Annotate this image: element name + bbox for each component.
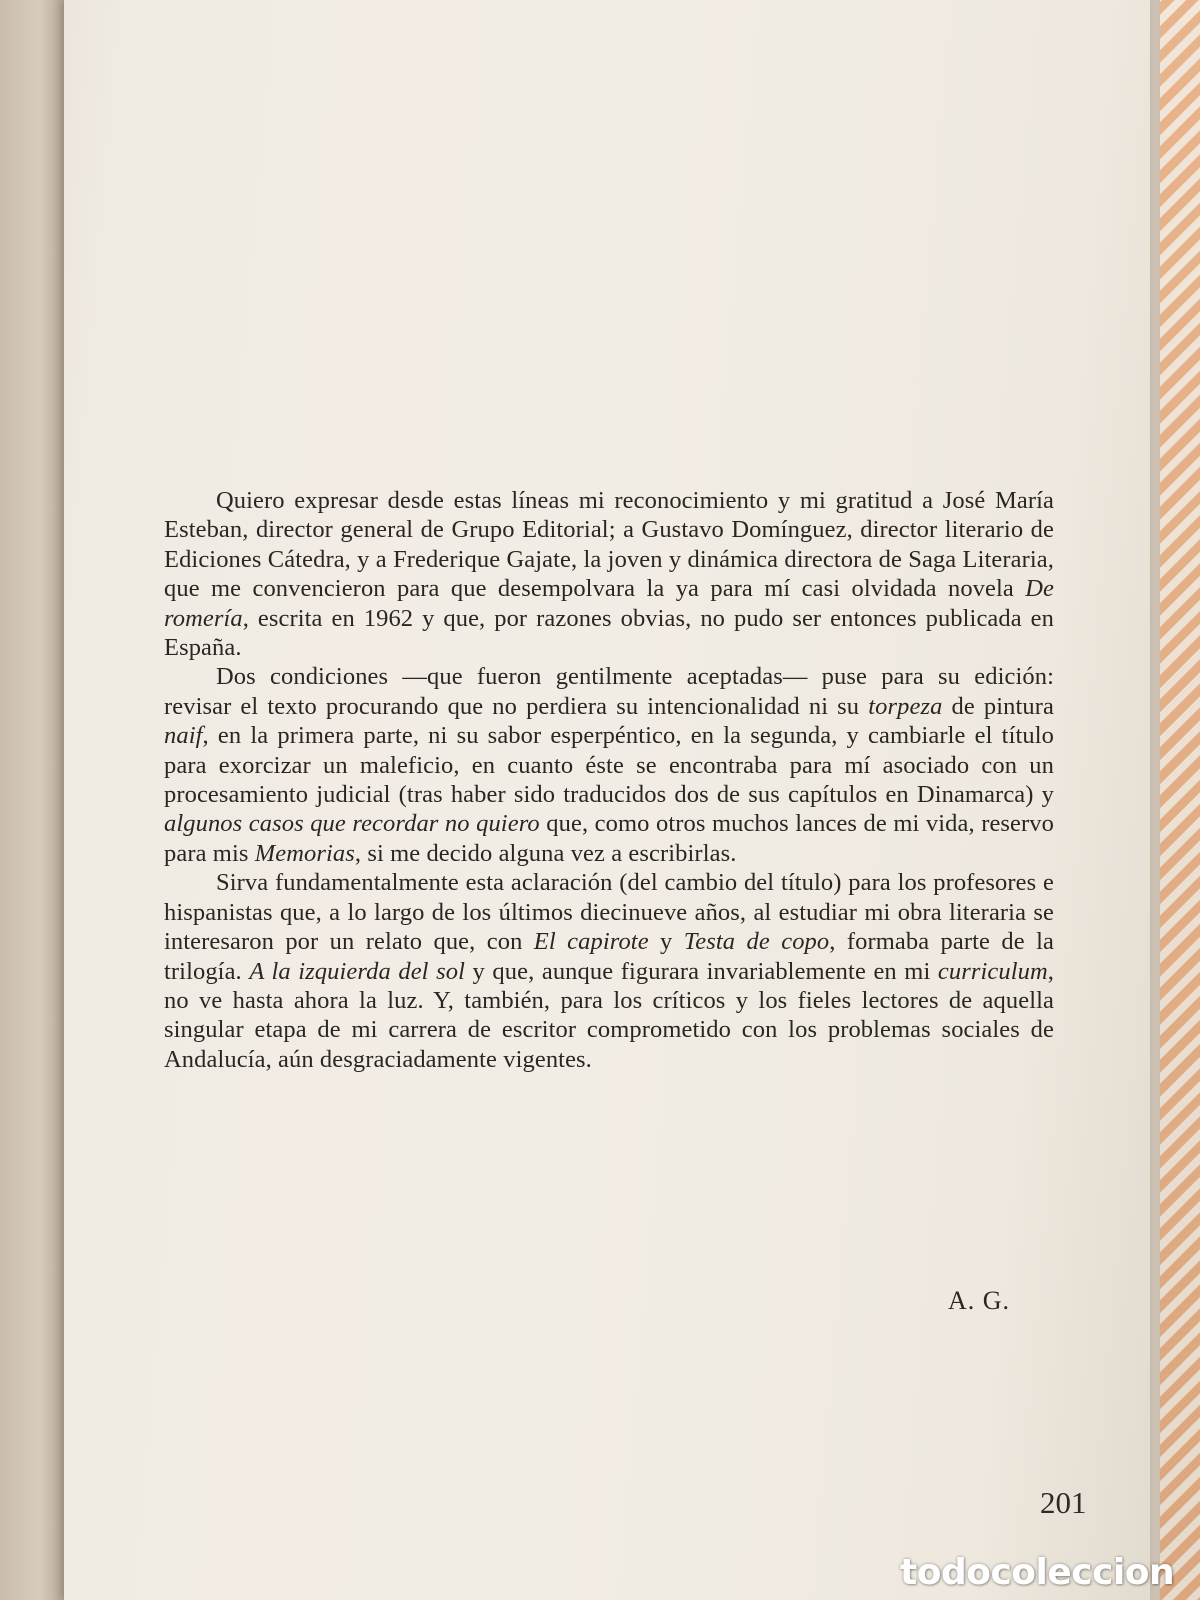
italic-run: curriculum (937, 957, 1048, 985)
page-number: 201 (1040, 1485, 1087, 1520)
text-run: y (648, 928, 684, 956)
paragraph-2 (164, 662, 1054, 868)
text-run: que, como otros muchos lances de mi vida, reservo para mis (164, 810, 1054, 867)
watermark-logo: todocoleccion (900, 1552, 1175, 1593)
text-run: Dos condiciones —que fueron gentilmente aceptadas— puse para su edición: revisar el texto procurando que no perdiera su intencionalidad ni su (164, 663, 1054, 720)
previous-page-edge (0, 0, 72, 1600)
italic-run: algunos casos que recordar no quiero (164, 810, 540, 838)
italic-run: A la izquierda del sol (249, 957, 466, 985)
italic-run: Memorias (254, 839, 355, 867)
text-run: , en la primera parte, ni su sabor esperpéntico, en la segunda, y cambiarle el título para exorcizar un maleficio, en cuanto éste se encontraba para mí asociado con un procesamiento judicial (tras haber sido traducidos dos de sus capítulos en Dinamarca) y (164, 722, 1054, 809)
paragraph-3 (164, 868, 1054, 1074)
italic-run: Testa de copo (683, 928, 830, 956)
text-run: , formaba parte de la trilogía. (164, 928, 1054, 985)
text-run: , escrita en 1962 y que, por razones obvias, no pudo ser entonces publicada en España. (164, 604, 1054, 662)
italic-run: De romería (164, 575, 1054, 632)
italic-run: torpeza (868, 692, 943, 720)
text-run: Sirva fundamentalmente esta aclaración (del cambio del título) para los profesores e hispanistas que, a lo largo de los últimos diecinueve años, al estudiar mi obra literaria se interesaron por un relato que, con (164, 869, 1054, 956)
author-initials: A. G. (948, 1286, 1011, 1315)
text-run: y que, aunque figurara invariablemente en mi (465, 957, 938, 985)
text-run: , no ve hasta ahora la luz. Y, también, para los críticos y los fieles lectores de aquella singular etapa de mi carrera de escritor comprometido con los problemas sociales de Andalucía, aún desgraciadamente vigentes. (164, 957, 1055, 1073)
italic-run: El capirote (533, 928, 649, 956)
text-run: , si me decido alguna vez a escribirlas. (354, 839, 737, 867)
text-run: Quiero expresar desde estas líneas mi reconocimiento y mi gratitud a José María Esteban, director general de Grupo Editorial; a Gustavo Domínguez, director literario de Ediciones Cátedra, y a Frederique Gajate, la joven y dinámica directora de Saga Literaria, que me convencieron para que desempolvara la ya para mí casi olvidada novela (164, 487, 1054, 603)
italic-run: naif (164, 722, 203, 750)
paragraph-1 (164, 486, 1054, 662)
body-text (164, 486, 1054, 1074)
text-run: de pintura (942, 692, 1054, 720)
